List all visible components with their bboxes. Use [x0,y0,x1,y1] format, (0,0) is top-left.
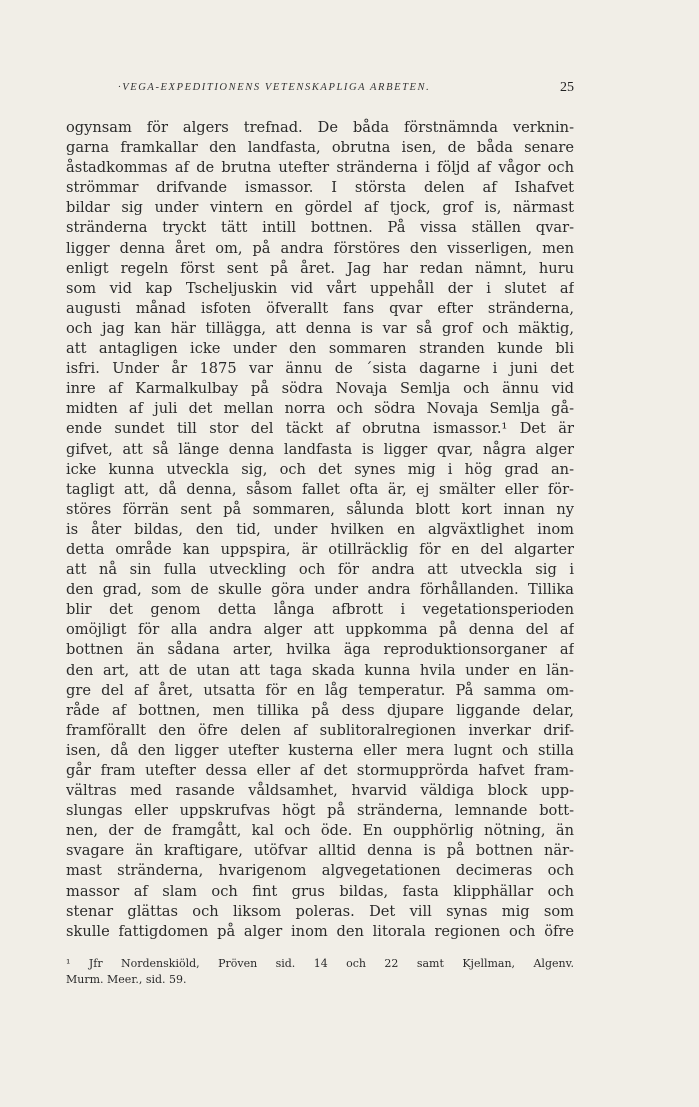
text-line: blir det genom detta långa afbrott i vegetationsperioden [66,601,574,619]
text-line: icke kunna utveckla sig, och det synes mig i hög grad an- [66,460,574,478]
text-line: att antagligen icke under den sommaren stranden kunde bli [66,340,574,358]
body-text [66,118,574,942]
text-line: isfri. Under år 1875 var ännu de ´sista dagarne i juni det [66,360,574,378]
text-line: gre del af året, utsatta för en låg temperatur. På samma om- [66,681,574,699]
text-line: framförallt den öfre delen af sublitoralregionen inverkar drif- [66,721,574,739]
text-line: svagare än kraftigare, utöfvar alltid denna is på bottnen när- [66,842,574,860]
text-line: detta område kan uppspira, är otillräcklig för en del algarter [66,540,574,558]
text-line: störes förrän sent på sommaren, sålunda blott kort innan ny [66,500,574,518]
text-line: går fram utefter dessa eller af det stormupprörda hafvet fram- [66,762,574,779]
text-line: ende sundet till stor del täckt af obrutna ismassor.¹ Det är [66,420,574,438]
text-line: augusti månad isfoten öfverallt fans qvar efter stränderna, [66,299,574,317]
text-line: stenar glättas och liksom poleras. Det vill synas mig som [66,902,574,920]
footnotes [66,956,574,988]
text-line: strömmar drifvande ismassor. I största delen af Ishafvet [66,179,574,197]
text-line: inre af Karmalkulbay på södra Novaja Semlja och ännu vid [66,380,574,398]
text-line: råde af bottnen, men tillika på dess djupare liggande delar, [66,701,574,719]
text-line: garna framkallar den landfasta, obrutna isen, de båda senare [66,139,574,157]
text-line: den grad, som de skulle göra under andra förhållanden. Tillika [66,581,574,599]
text-line: is åter bildas, den tid, under hvilken en algväxtlighet inom [66,520,574,538]
text-line: ogynsam för algers trefnad. De båda förstnämnda verknin- [66,119,574,136]
text-line: den art, att de utan att taga skada kunna hvila under en län- [66,661,574,679]
text-line: omöjligt för alla andra alger att uppkomma på denna del af [66,621,574,639]
text-line: bildar sig under vintern en gördel af tjock, grof is, närmast [66,199,574,217]
text-line: isen, då den ligger utefter kusterna eller mera lugnt och stilla [66,741,574,759]
page-header [66,82,574,98]
text-line: tagligt att, då denna, såsom fallet ofta är, ej smälter eller för- [66,480,574,498]
text-line: nen, der de framgått, kal och öde. En oupphörlig nötning, än [66,822,574,840]
running-title: ·VEGA-EXPEDITIONENS VETENSKAPLIGA ARBETEN. [118,82,431,93]
page-number: 25 [560,80,574,95]
footnote-line: ¹ Jfr Nordenskiöld, Pröven sid. 14 och 22 samt Kjellman, Algenv. [66,957,574,970]
text-line: och jag kan här tillägga, att denna is var så grof och mäktig, [66,319,574,337]
text-line: mast stränderna, hvarigenom algvegetationen decimeras och [66,862,574,880]
text-line: skulle fattigdomen på alger inom den litorala regionen och öfre [66,922,574,940]
text-line: midten af juli det mellan norra och södra Novaja Semlja gå- [66,400,574,418]
text-line: åstadkommas af de brutna utefter stränderna i följd af vågor och [66,159,574,177]
text-line: som vid kap Tscheljuskin vid vårt uppehåll der i slutet af [66,279,574,297]
text-line: enligt regeln först sent på året. Jag har redan nämnt, huru [66,259,574,277]
text-line: massor af slam och fint grus bildas, fasta klipphällar och [66,882,574,900]
text-line: vältras med rasande våldsamhet, hvarvid väldiga block upp- [66,782,574,800]
text-line: gifvet, att så länge denna landfasta is ligger qvar, några alger [66,440,574,458]
text-line: bottnen än sådana arter, hvilka äga reproduktionsorganer af [66,641,574,659]
footnote-line: Murm. Meer., sid. 59. [66,973,187,986]
text-line: att nå sin fulla utveckling och för andra att utveckla sig i [66,561,574,579]
text-line: ligger denna året om, på andra förstöres den visserligen, men [66,239,574,257]
text-line: slungas eller uppskrufvas högt på stränderna, lemnande bott- [66,802,574,820]
text-line: stränderna tryckt tätt intill bottnen. På vissa ställen qvar- [66,219,574,237]
